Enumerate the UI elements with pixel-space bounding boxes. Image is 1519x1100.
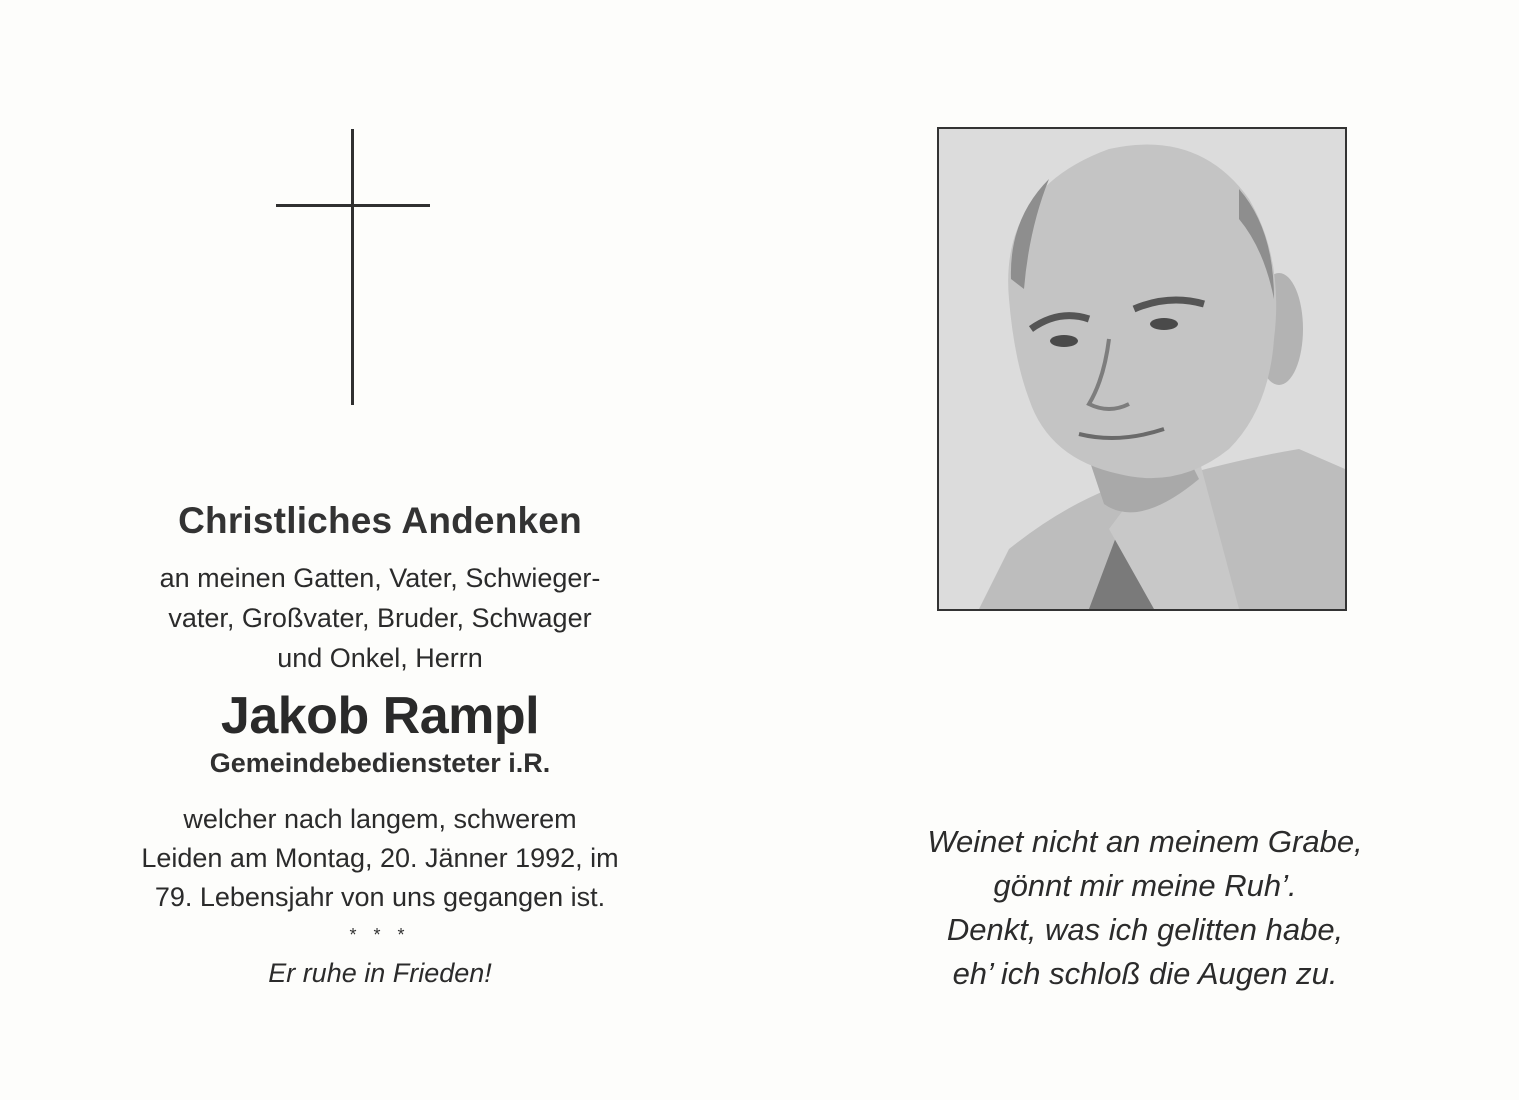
notice-line: 79. Lebensjahr von uns gegangen ist. — [154, 882, 606, 912]
card-heading: Christliches Andenken — [178, 500, 582, 541]
cross-horizontal-bar — [276, 204, 430, 207]
cross-vertical-bar — [351, 129, 354, 405]
portrait-illustration — [939, 129, 1345, 609]
notice-line: welcher nach langem, schwerem — [183, 804, 577, 834]
notice-line: Leiden am Montag, 20. Jänner 1992, im — [141, 843, 619, 873]
deceased-name: Jakob Rampl — [220, 687, 540, 745]
poem-line: Denkt, was ich gelitten habe, — [946, 912, 1344, 947]
occupation: Gemeindebediensteter i.R. — [209, 748, 551, 778]
portrait-photo — [937, 127, 1347, 611]
poem-line: Weinet nicht an meinem Grabe, — [927, 824, 1363, 859]
intro-line: vater, Großvater, Bruder, Schwager — [168, 603, 592, 633]
poem — [850, 820, 1440, 996]
intro-text — [60, 558, 700, 678]
poem-line: gönnt mir meine Ruh’. — [993, 868, 1297, 903]
rip-text: Er ruhe in Frieden! — [268, 958, 492, 988]
intro-line: an meinen Gatten, Vater, Schwieger- — [159, 563, 601, 593]
separator-stars: * * * — [349, 925, 411, 945]
cross-icon — [276, 129, 430, 405]
poem-line: eh’ ich schloß die Augen zu. — [952, 956, 1338, 991]
death-notice-text — [60, 800, 700, 917]
intro-line: und Onkel, Herrn — [277, 643, 483, 673]
